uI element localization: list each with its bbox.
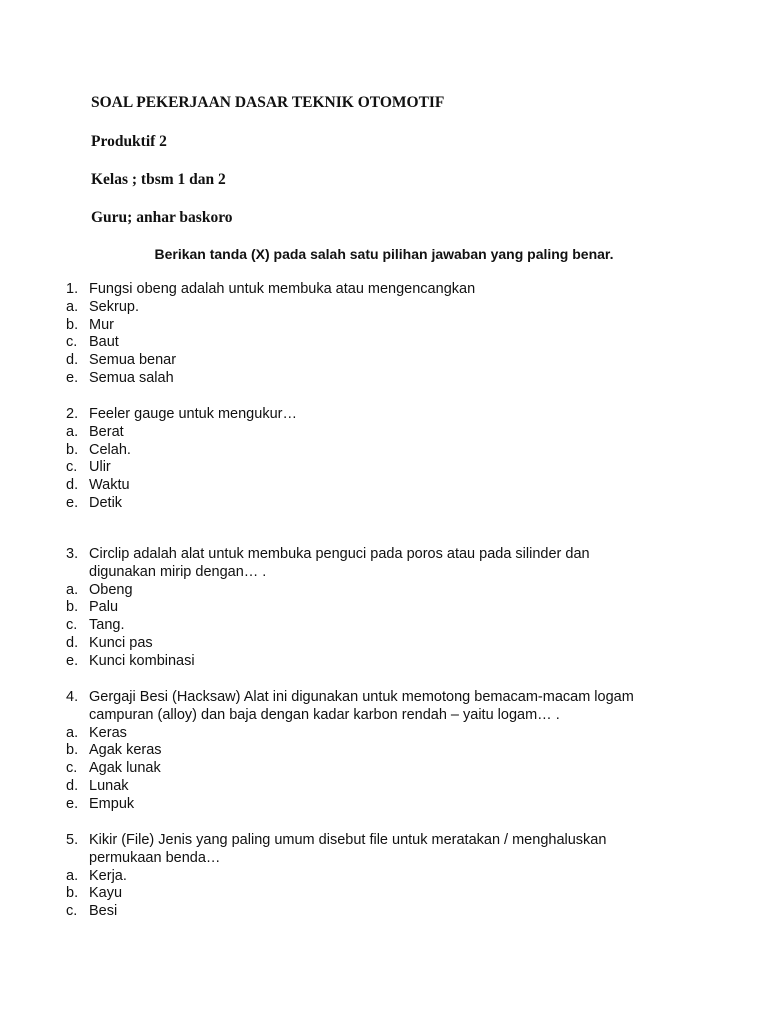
question-text-continued: campuran (alloy) dan baja dengan kadar karbon rendah – yaitu logam… . [89, 706, 560, 723]
option-text: Besi [89, 903, 118, 920]
class-line: Kelas ; tbsm 1 dan 2 [91, 171, 226, 188]
option-text: Mur [89, 316, 114, 333]
option-c[interactable] [66, 760, 634, 778]
option-text: Agak lunak [89, 760, 161, 777]
option-e[interactable] [66, 370, 475, 388]
option-letter: a. [66, 867, 79, 884]
option-text: Detik [89, 494, 123, 511]
option-letter: d. [66, 477, 79, 494]
option-d[interactable] [66, 477, 297, 495]
subject-line: Produktif 2 [91, 133, 167, 150]
option-letter: d. [66, 777, 79, 794]
document-title: SOAL PEKERJAAN DASAR TEKNIK OTOMOTIF [91, 94, 445, 111]
option-letter: b. [66, 885, 79, 902]
instruction-text: Berikan tanda (X) pada salah satu pilihan jawaban yang paling benar. [154, 246, 614, 262]
option-c[interactable] [66, 617, 590, 635]
question-text-continued: permukaan benda… [89, 849, 221, 866]
option-text: Baut [89, 334, 119, 351]
question-5 [66, 832, 606, 921]
question-stem [66, 832, 606, 850]
question-text: Circlip adalah alat untuk membuka penguci pada poros atau pada silinder dan [89, 546, 590, 562]
question-number: 3. [66, 546, 79, 562]
option-text: Obeng [89, 581, 133, 598]
question-text: Gergaji Besi (Hacksaw) Alat ini digunakan untuk memotong bemacam-macam logam [89, 689, 634, 705]
option-letter: a. [66, 724, 79, 741]
option-text: Palu [89, 599, 119, 616]
option-text: Sekrup. [89, 298, 139, 315]
option-text: Kerja. [89, 867, 127, 884]
option-c[interactable] [66, 334, 475, 352]
option-letter: c. [66, 334, 78, 351]
option-d[interactable] [66, 352, 475, 370]
option-a[interactable] [66, 868, 606, 886]
question-stem [66, 689, 634, 707]
option-letter: a. [66, 298, 79, 315]
question-1 [66, 281, 475, 388]
question-text: Feeler gauge untuk mengukur… [89, 406, 297, 422]
option-b[interactable] [66, 317, 475, 335]
option-letter: c. [66, 903, 78, 920]
option-b[interactable] [66, 885, 606, 903]
question-4 [66, 689, 634, 814]
option-text: Tang. [89, 617, 125, 634]
teacher-line: Guru; anhar baskoro [91, 209, 233, 226]
option-b[interactable] [66, 599, 590, 617]
option-letter: e. [66, 369, 79, 386]
option-text: Lunak [89, 777, 129, 794]
question-stem [66, 546, 590, 564]
option-a[interactable] [66, 424, 297, 442]
option-letter: e. [66, 494, 79, 511]
option-a[interactable] [66, 299, 475, 317]
option-letter: a. [66, 581, 79, 598]
question-stem [66, 281, 475, 299]
option-b[interactable] [66, 442, 297, 460]
option-text: Keras [89, 724, 127, 741]
option-letter: c. [66, 617, 78, 634]
option-text: Kunci kombinasi [89, 652, 195, 669]
option-text: Semua benar [89, 352, 177, 369]
question-2 [66, 406, 297, 513]
option-text: Ulir [89, 459, 111, 476]
option-letter: b. [66, 742, 79, 759]
option-letter: b. [66, 316, 79, 333]
question-text: Fungsi obeng adalah untuk membuka atau mengencangkan [89, 281, 476, 297]
option-text: Kunci pas [89, 634, 153, 651]
option-text: Waktu [89, 477, 130, 494]
question-text: Kikir (File) Jenis yang paling umum disebut file untuk meratakan / menghaluskan [89, 832, 607, 848]
option-letter: d. [66, 352, 79, 369]
question-stem [66, 406, 297, 424]
option-e[interactable] [66, 653, 590, 671]
question-number: 2. [66, 406, 79, 422]
option-letter: d. [66, 634, 79, 651]
option-a[interactable] [66, 582, 590, 600]
option-letter: e. [66, 795, 79, 812]
option-letter: c. [66, 459, 78, 476]
option-d[interactable] [66, 635, 590, 653]
option-letter: e. [66, 652, 79, 669]
option-letter: b. [66, 441, 79, 458]
option-text: Berat [89, 423, 124, 440]
option-c[interactable] [66, 459, 297, 477]
option-b[interactable] [66, 742, 634, 760]
option-e[interactable] [66, 796, 634, 814]
question-3 [66, 546, 590, 671]
option-c[interactable] [66, 903, 606, 921]
option-d[interactable] [66, 778, 634, 796]
question-text-continued: digunakan mirip dengan… . [89, 563, 267, 580]
question-number: 4. [66, 689, 79, 705]
question-number: 5. [66, 832, 79, 848]
option-e[interactable] [66, 495, 297, 513]
option-text: Semua salah [89, 369, 174, 386]
option-letter: c. [66, 760, 78, 777]
option-text: Celah. [89, 441, 131, 458]
option-text: Kayu [89, 885, 123, 902]
option-a[interactable] [66, 725, 634, 743]
question-number: 1. [66, 281, 79, 297]
option-letter: b. [66, 599, 79, 616]
option-text: Empuk [89, 795, 135, 812]
option-letter: a. [66, 423, 79, 440]
option-text: Agak keras [89, 742, 162, 759]
